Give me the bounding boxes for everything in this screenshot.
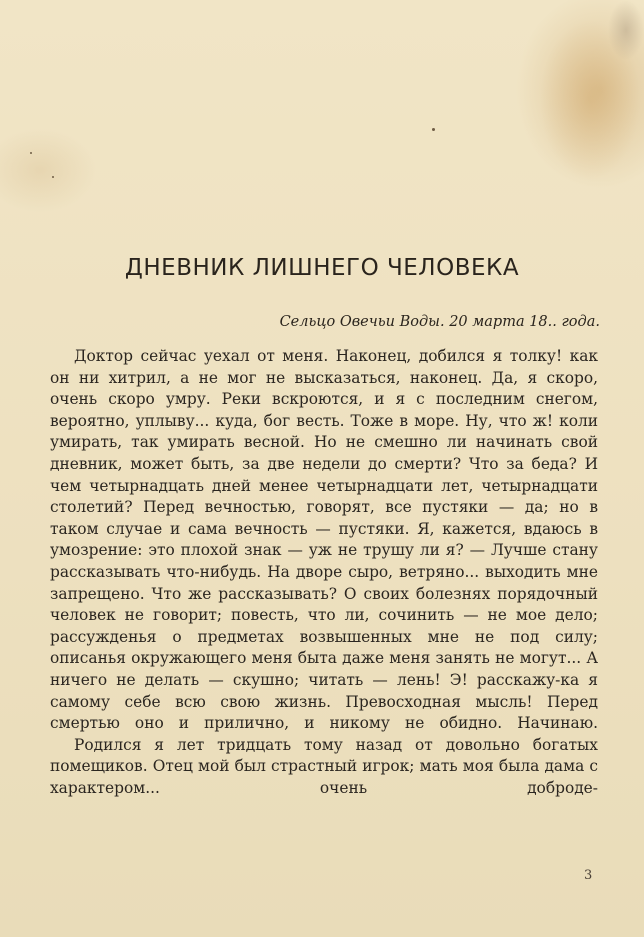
page-number: 3 xyxy=(584,868,593,883)
ink-speck xyxy=(30,152,32,154)
body-text xyxy=(50,346,598,799)
paragraph-2: Родился я лет тридцать тому назад от довольно богатых помещиков. Отец мой был страстный игрок; мать моя была дама с характером... очень доброде- xyxy=(50,735,598,797)
paragraph-1: Доктор сейчас уехал от меня. Наконец, добился я толку! как он ни хитрил, а не мог не высказаться, наконец. Да, я скоро, очень скоро умру. Реки вскроются, и я с последним снегом, вероятно, уплыву... куда, бог весть. Тоже в море. Ну, что ж! коли умирать, так умирать весной. Но не смешно ли начинать свой дневник, может быть, за две недели до смерти? Что за беда? И чем четырнадцать дней менее четырнадцати лет, четырнадцати столетий? Перед вечностью, говорят, все пустяки — да; но в таком случае и сама вечность — пустяки. Я, кажется, вдаюсь в умозрение: это плохой знак — уж не трушу ли я? — Лучше стану рассказывать что-нибудь. На дворе сыро, ветряно... выходить мне запрещено. Что же рассказывать? О своих болезнях порядочный человек не говорит; повесть, что ли, сочинить — не мое дело; рассужденья о предметах возвышенных мне не под силу; описанья окружающего меня быта даже меня занять не могут... А ничего не делать — скушно; читать — лень! Э! расскажу-ка я самому себе всю свою жизнь. Превосходная мысль! Перед смертью оно и прилично, и никому не обидно. Начинаю. xyxy=(50,347,598,733)
chapter-title: ДНЕВНИК ЛИШНЕГО ЧЕЛОВЕКА xyxy=(124,255,520,281)
ink-speck xyxy=(432,128,435,131)
ink-speck xyxy=(52,176,54,178)
paper-stain xyxy=(608,0,644,60)
dateline: Сельцо Овечьи Воды. 20 марта 18.. года. xyxy=(279,314,600,330)
